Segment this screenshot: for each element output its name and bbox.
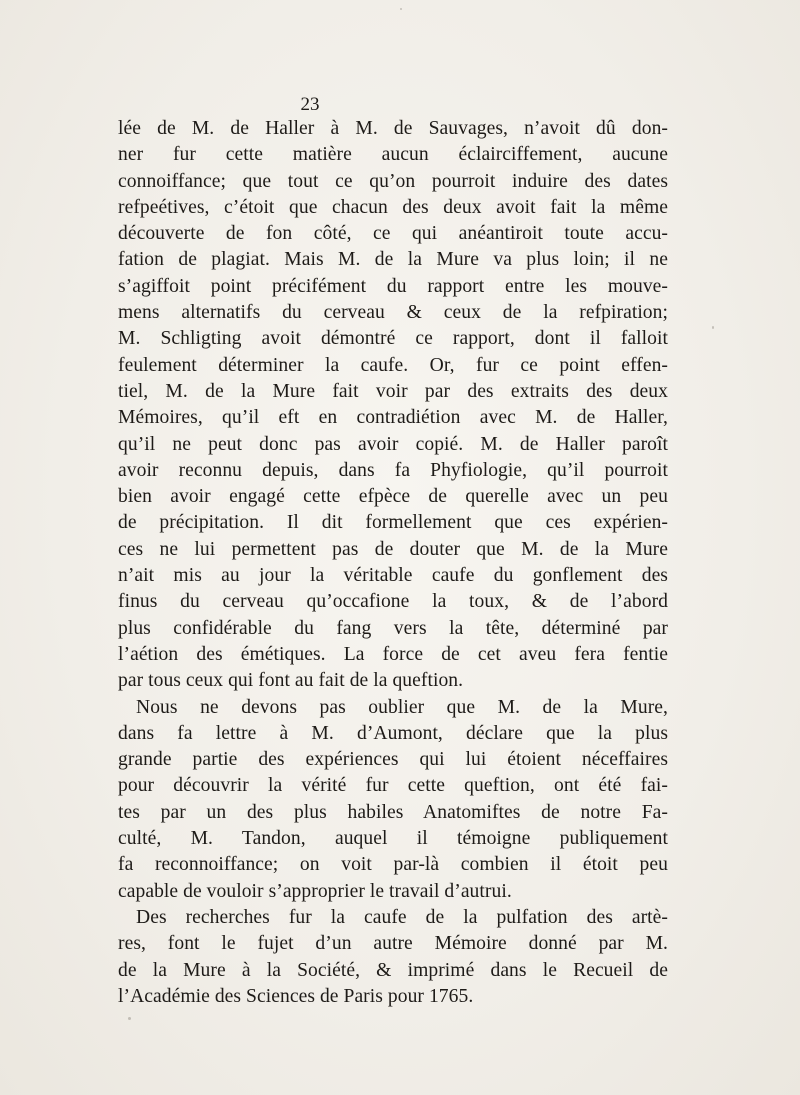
- text-line: tes par un des plus habiles Anatomiftes de notre Fa-: [118, 801, 668, 823]
- text-line: dans fa lettre à M. d’Aumont, déclare que la plus: [118, 722, 668, 744]
- text-line: de la Mure à la Société, & imprimé dans le Recueil de: [118, 959, 668, 981]
- text-line: Mémoires, qu’il eft en contradiétion avec M. de Haller,: [118, 407, 668, 429]
- text-line: lée de M. de Haller à M. de Sauvages, n’avoit dû don-: [118, 118, 668, 139]
- body-text: [118, 116, 668, 1010]
- text-line: par tous ceux qui font au fait de la queftion.: [118, 670, 464, 692]
- text-line: découverte de fon côté, ce qui anéantiroit toute accu-: [118, 223, 668, 245]
- paper-speck: [128, 1017, 131, 1020]
- text-line: fa reconnoiffance; on voit par-là combien il étoit peu: [118, 854, 668, 876]
- text-line: qu’il ne peut donc pas avoir copié. M. de Haller paroît: [118, 433, 668, 455]
- text-line: grande partie des expériences qui lui étoient néceffaires: [118, 749, 668, 771]
- text-line: l’aétion des émétiques. La force de cet aveu fera fentie: [118, 643, 668, 665]
- text-line: capable de vouloir s’approprier le travail d’autrui.: [118, 880, 512, 902]
- text-line: ner fur cette matière aucun éclairciffement, aucune: [118, 144, 668, 166]
- page-number: 23: [300, 94, 320, 115]
- text-line: tiel, M. de la Mure fait voir par des extraits des deux: [118, 380, 668, 402]
- text-line: s’agiffoit point précifément du rapport entre les mouve-: [118, 275, 668, 297]
- text-line: n’ait mis au jour la véritable caufe du gonflement des: [118, 565, 668, 587]
- text-line: plus confidérable du fang vers la tête, déterminé par: [118, 617, 668, 639]
- text-line: feulement déterminer la caufe. Or, fur ce point effen-: [118, 354, 668, 376]
- text-line: M. Schligting avoit démontré ce rapport, dont il falloit: [118, 328, 668, 350]
- paper-speck: [400, 8, 402, 10]
- text-line: pour découvrir la vérité fur cette queftion, ont été fai-: [118, 775, 668, 797]
- text-line: de précipitation. Il dit formellement que ces expérien-: [118, 512, 668, 534]
- text-line: refpeétives, c’étoit que chacun des deux avoit fait la même: [118, 196, 668, 218]
- text-line: connoiffance; que tout ce qu’on pourroit induire des dates: [118, 170, 668, 192]
- text-line: ces ne lui permettent pas de douter que M. de la Mure: [118, 538, 668, 560]
- text-line: culté, M. Tandon, auquel il témoigne publiquement: [118, 828, 668, 850]
- text-line: fation de plagiat. Mais M. de la Mure va plus loin; il ne: [118, 249, 668, 271]
- text-line: l’Académie des Sciences de Paris pour 1765.: [118, 985, 474, 1007]
- text-line: Nous ne devons pas oublier que M. de la Mure,: [136, 696, 668, 718]
- text-line: mens alternatifs du cerveau & ceux de la refpiration;: [118, 302, 668, 324]
- text-line: finus du cerveau qu’occafione la toux, & de l’abord: [118, 591, 668, 613]
- text-line: avoir reconnu depuis, dans fa Phyfiologie, qu’il pourroit: [118, 459, 668, 481]
- text-line: Des recherches fur la caufe de la pulfation des artè-: [136, 906, 668, 928]
- text-line: bien avoir engagé cette efpèce de querelle avec un peu: [118, 486, 668, 508]
- text-line: res, font le fujet d’un autre Mémoire donné par M.: [118, 933, 668, 955]
- paper-speck: [712, 326, 714, 329]
